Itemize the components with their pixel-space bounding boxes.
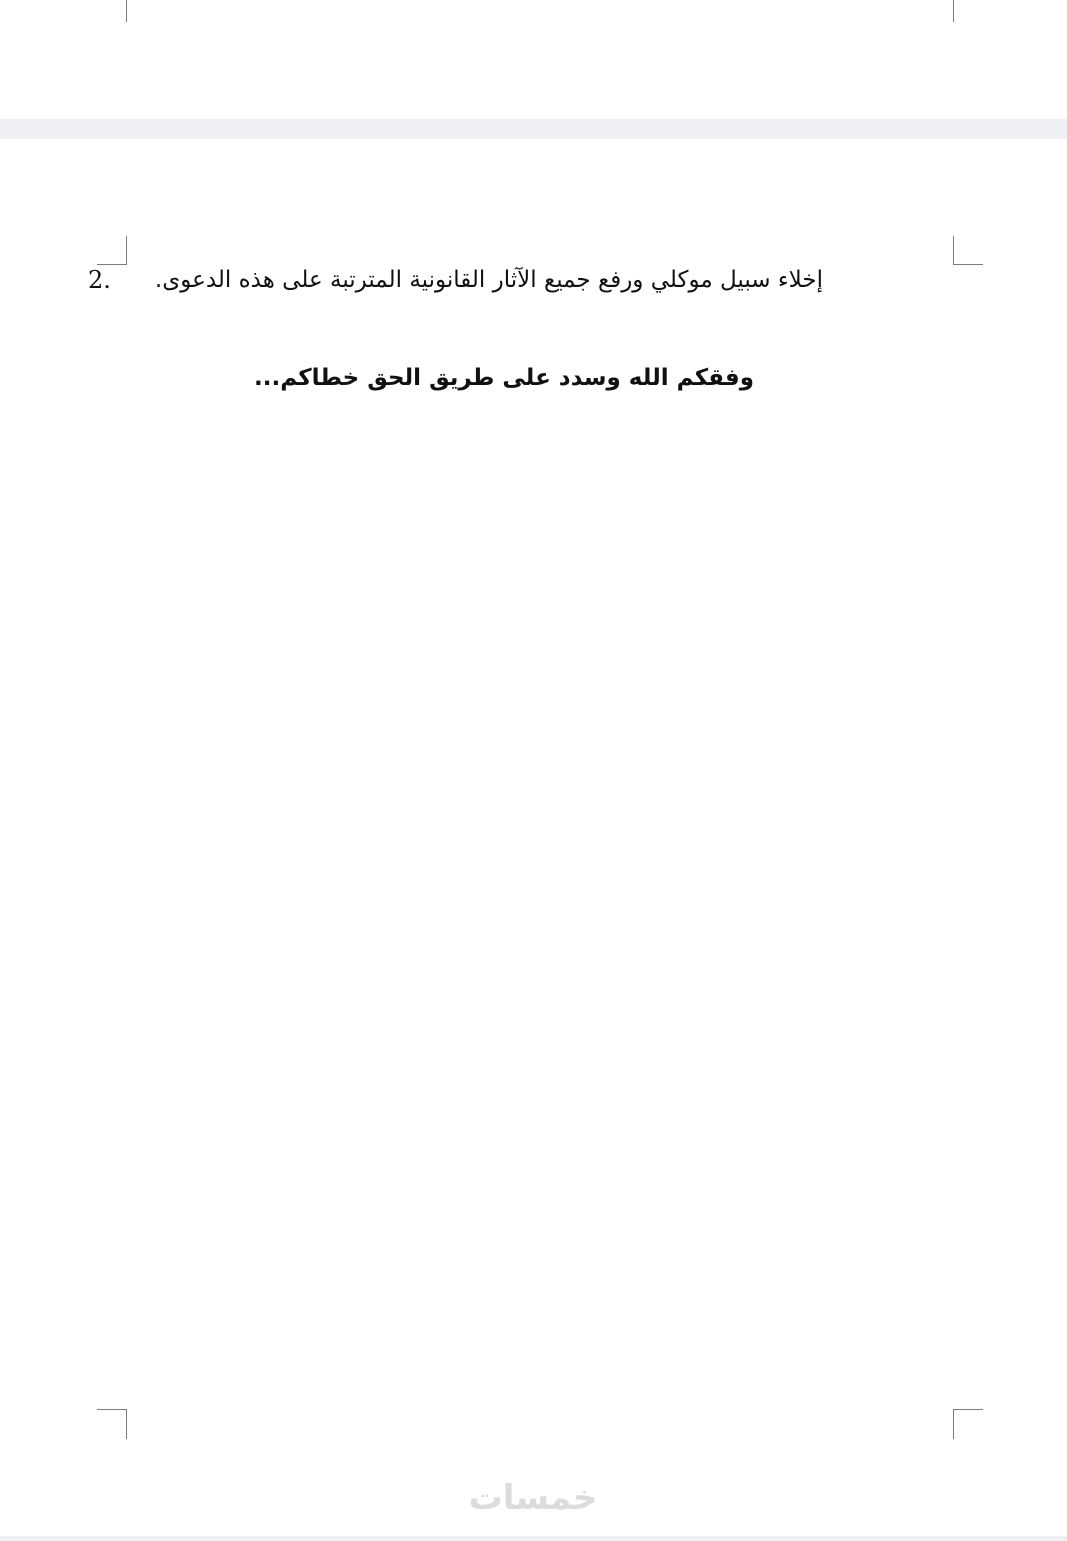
previous-page-bottom	[0, 0, 1067, 119]
margin-mark-top-right-horizontal	[953, 264, 983, 265]
closing-line: وفقكم الله وسدد على طريق الحق خطاكم...	[253, 365, 754, 391]
margin-mark-bottom-right-horizontal	[953, 1409, 983, 1410]
margin-mark-bottom-left-horizontal	[97, 1409, 127, 1410]
watermark-logo: خمسات	[468, 1478, 598, 1518]
page-separator-bottom	[0, 1536, 1067, 1541]
margin-mark-bottom-right-vertical	[953, 1409, 954, 1439]
crop-mark-right	[953, 0, 954, 22]
list-item-2	[88, 258, 823, 302]
margin-mark-bottom-left-vertical	[126, 1409, 127, 1439]
list-item-number: 2.	[88, 266, 111, 294]
crop-mark-left	[126, 0, 127, 22]
list-item-text: إخلاء سبيل موكلي ورفع جميع الآثار القانونية المترتبة على هذه الدعوى.	[154, 267, 823, 293]
document-page	[0, 139, 1067, 1536]
page-separator	[0, 119, 1067, 139]
margin-mark-top-right-vertical	[953, 236, 954, 265]
